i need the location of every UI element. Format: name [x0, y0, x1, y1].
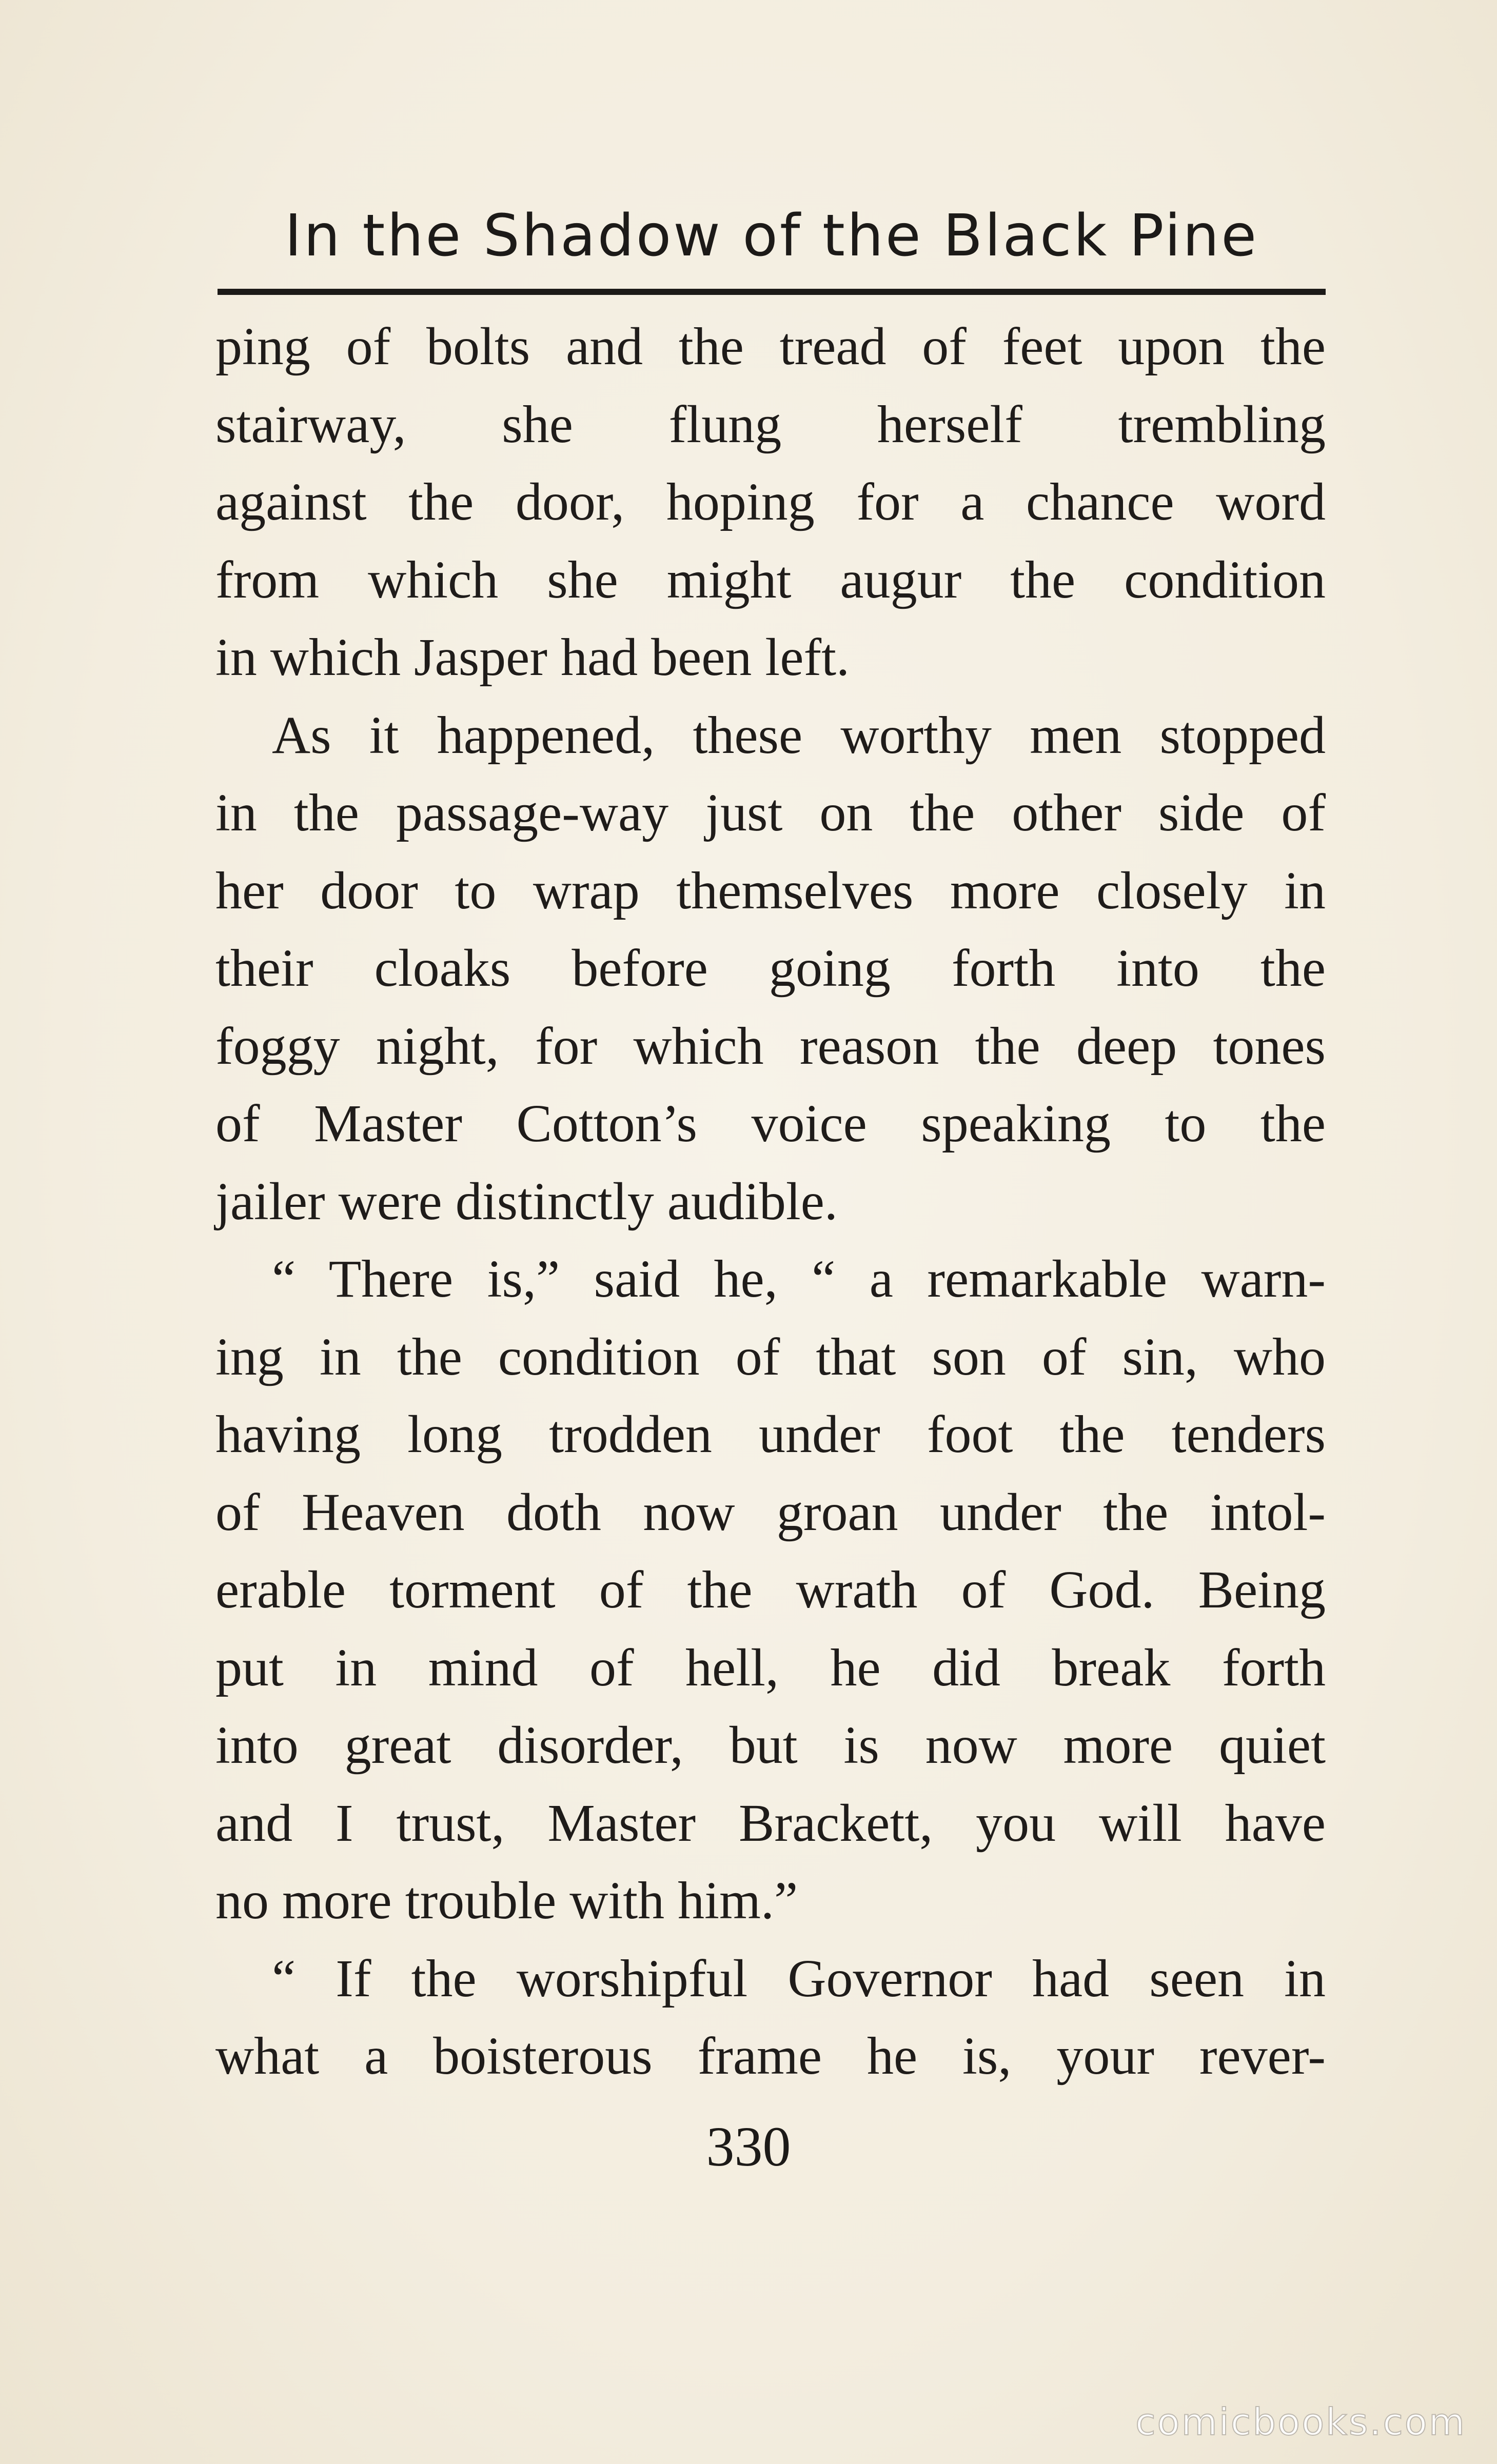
text-line: “ There is,” said he, “ a remarkable warn- [272, 1249, 1326, 1308]
text-line: of Heaven doth now groan under the intol- [215, 1482, 1326, 1542]
text-line: against the door, hoping for a chance word [215, 472, 1326, 531]
text-line: ping of bolts and the tread of feet upon the [215, 317, 1326, 376]
text-line: in which Jasper had been left. [215, 628, 850, 687]
running-head: In the Shadow of the Black Pine [284, 203, 1259, 269]
body-text [215, 308, 1326, 2095]
text-line: put in mind of hell, he did break forth [215, 1638, 1326, 1697]
text-line: stairway, she flung herself trembling [215, 394, 1326, 454]
text-line: erable torment of the wrath of God. Being [215, 1560, 1326, 1619]
text-line: her door to wrap themselves more closely in [215, 861, 1326, 920]
text-line: jailer were distinctly audible. [215, 1171, 838, 1231]
text-line: “ If the worshipful Governor had seen in [272, 1949, 1326, 2008]
text-line: and I trust, Master Brackett, you will have [215, 1793, 1326, 1853]
text-line: in the passage-way just on the other side of [215, 783, 1326, 842]
text-line: what a boisterous frame he is, your rever- [215, 2026, 1326, 2085]
page-number: 330 [706, 2115, 791, 2178]
header-rule [218, 289, 1326, 295]
watermark: comicbooks.com [1135, 2400, 1466, 2443]
text-line: foggy night, for which reason the deep tones [215, 1016, 1326, 1076]
text-line: ing in the condition of that son of sin, who [215, 1327, 1326, 1386]
text-line: no more trouble with him.” [215, 1871, 798, 1930]
text-line: of Master Cotton’s voice speaking to the [215, 1094, 1326, 1153]
text-line: from which she might augur the condition [215, 550, 1326, 609]
text-line: their cloaks before going forth into the [215, 939, 1326, 998]
text-line: into great disorder, but is now more quiet [215, 1716, 1326, 1775]
text-line: As it happened, these worthy men stopped [272, 705, 1326, 765]
text-line: having long trodden under foot the tenders [215, 1405, 1326, 1464]
